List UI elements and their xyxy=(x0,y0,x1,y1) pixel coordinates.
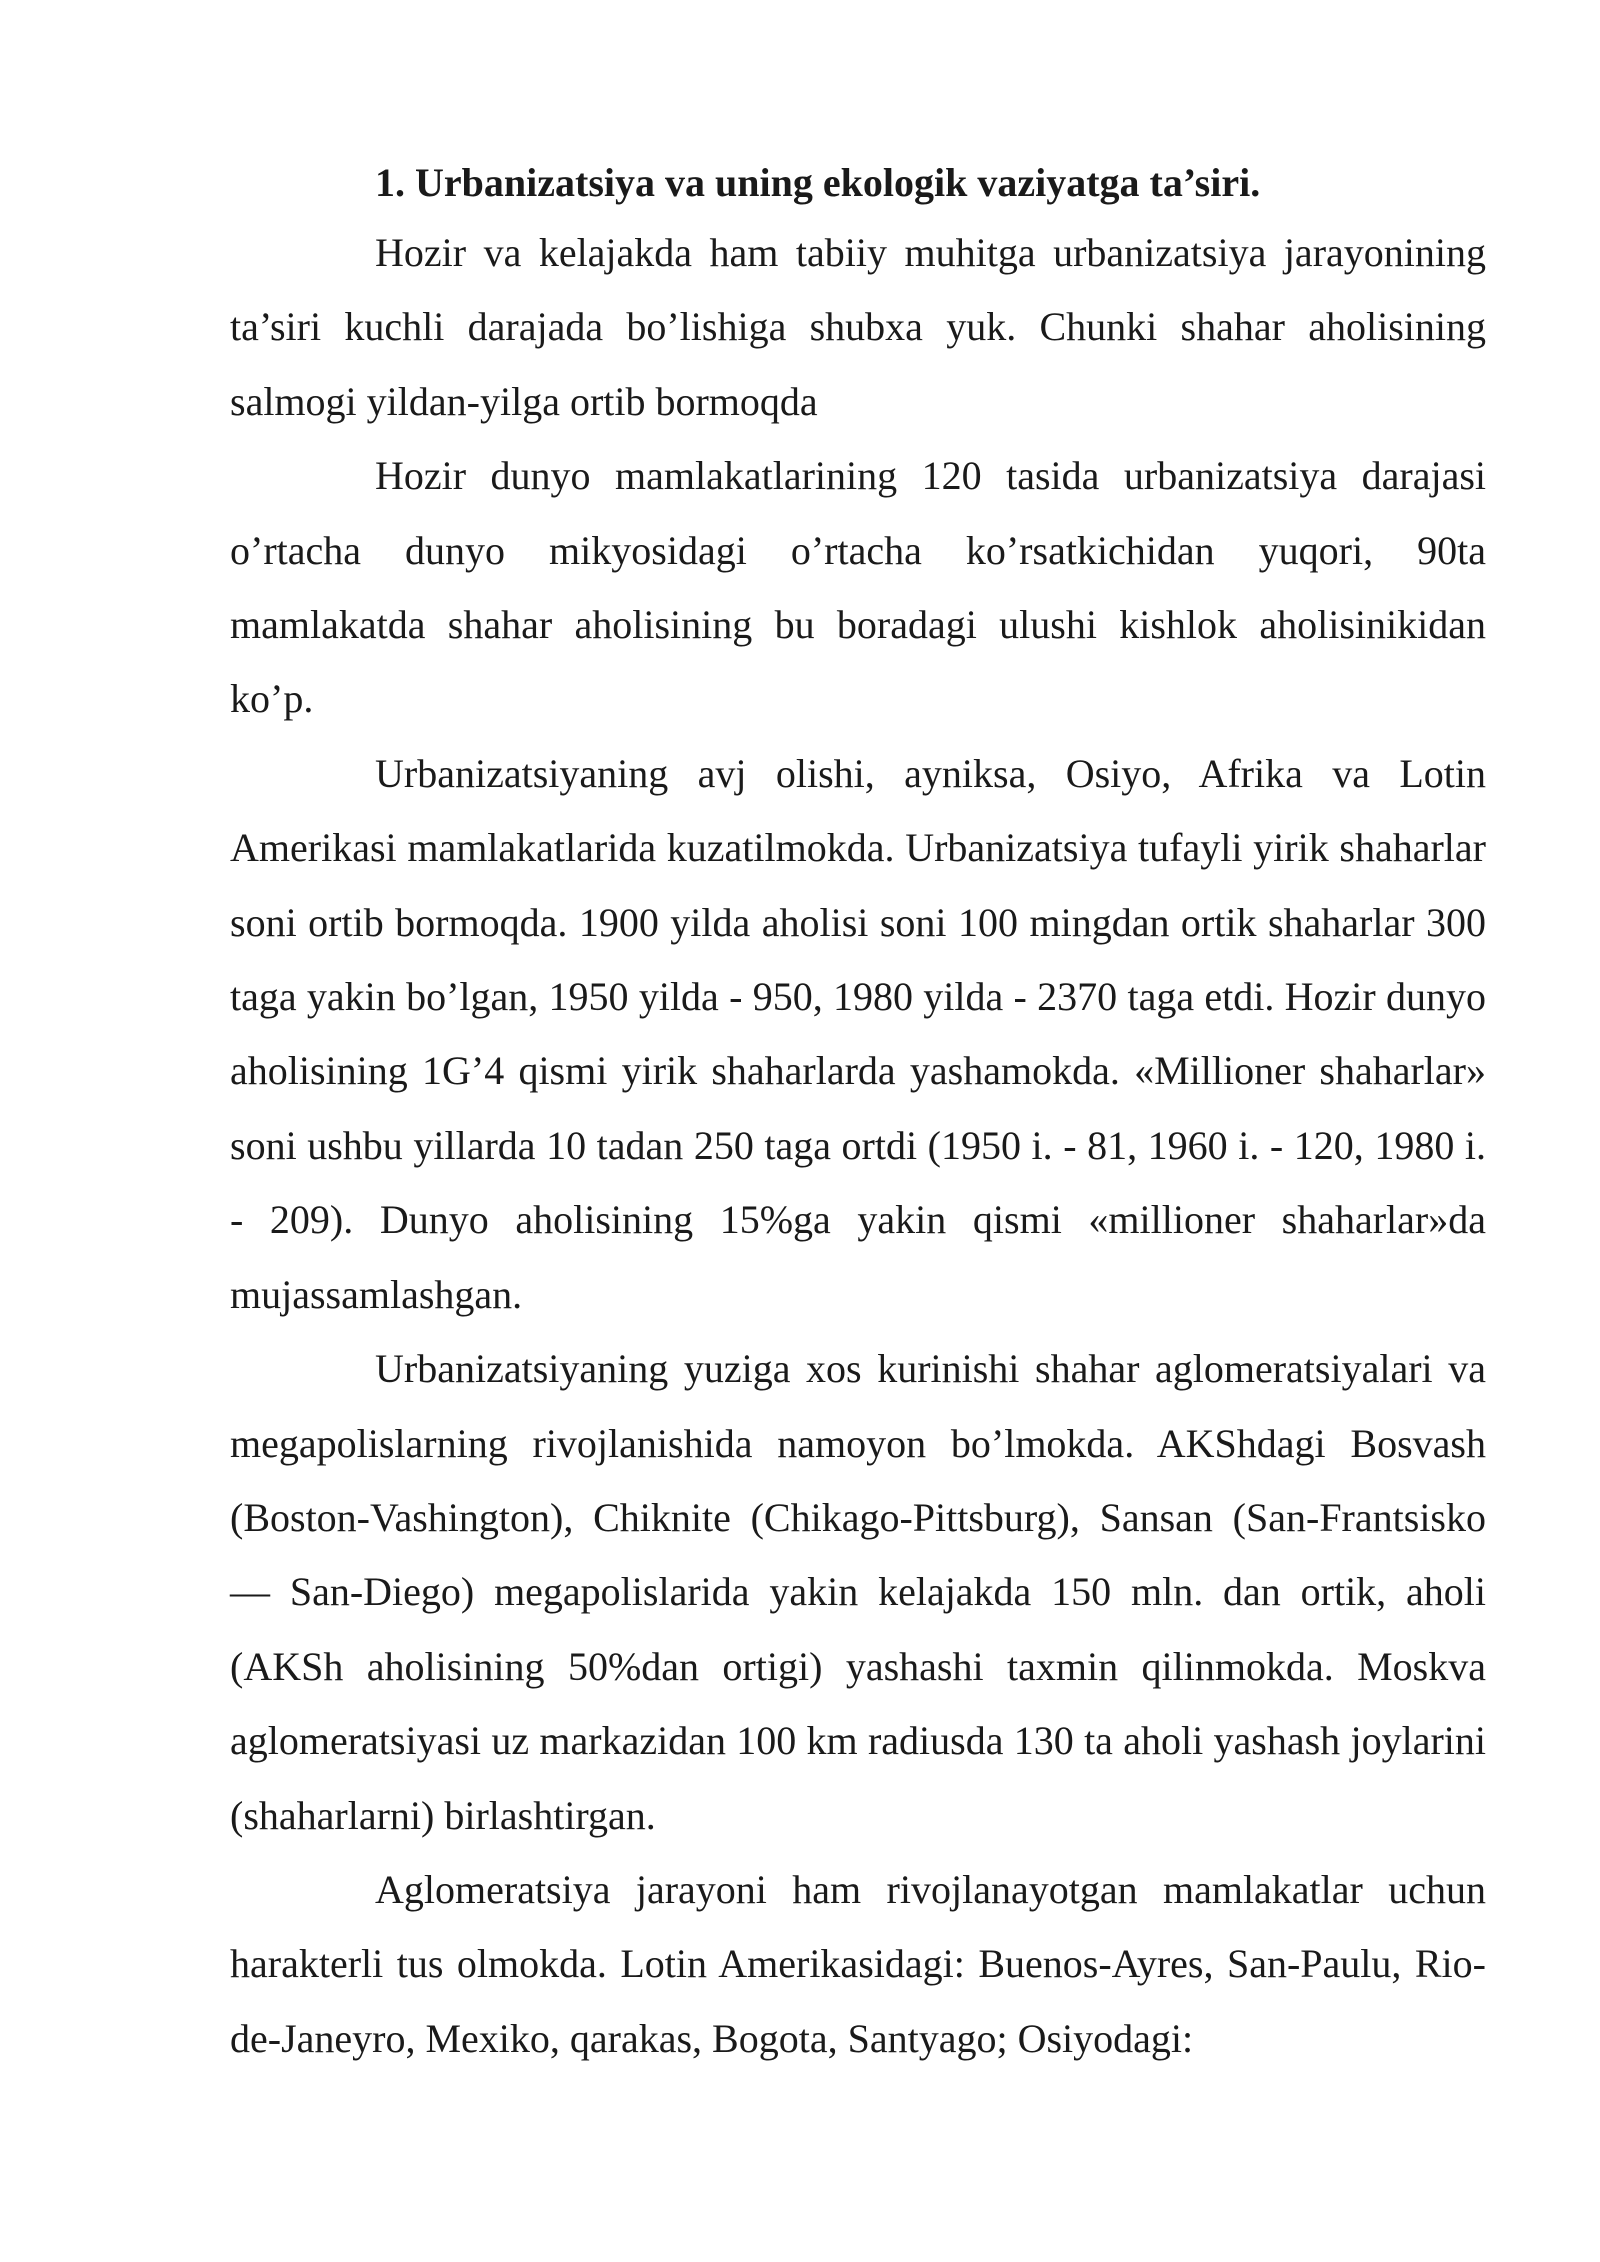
document-body xyxy=(230,150,1486,2076)
paragraph-3: Urbanizatsiyaning avj olishi, ayniksa, Osiyo, Afrika va Lotin Amerikasi mamlakatlarida kuzatilmokda. Urbanizatsiya tufayli yirik shaharlar soni ortib bormoqda. 1900 yilda aholisi soni 100 mingdan ortik shaharlar 300 taga yakin bo’lgan, 1950 yilda - 950, 1980 yilda - 2370 taga etdi. Hozir dunyo aholisining 1G’4 qismi yirik shaharlarda yashamokda. «Millioner shaharlar» soni ushbu yillarda 10 tadan 250 taga ortdi (1950 i. - 81, 1960 i. - 120, 1980 i. - 209). Dunyo aholisining 15%ga yakin qismi «millioner shaharlar»da mujassamlashgan. xyxy=(230,750,1486,1317)
section-heading: 1. Urbanizatsiya va uning ekologik vaziyatga ta’siri. xyxy=(375,160,1261,205)
paragraph-5: Aglomeratsiya jarayoni ham rivojlanayotgan mamlakatlar uchun harakterli tus olmokda. Lotin Amerikasidagi: Buenos-Ayres, San-Paulu, Rio-de-Janeyro, Mexiko, qarakas, Bogota, Santyago; Osiyodagi: xyxy=(230,1866,1486,2061)
paragraph-1: Hozir va kelajakda ham tabiiy muhitga urbanizatsiya jarayonining ta’siri kuchli darajada bo’lishiga shubxa yuk. Chunki shahar aholisining salmogi yildan-yilga ortib bormoqda xyxy=(230,230,1486,424)
paragraph-2: Hozir dunyo mamlakatlarining 120 tasida urbanizatsiya darajasi o’rtacha dunyo mikyosidagi o’rtacha ko’rsatkichidan yuqori, 90ta mamlakatda shahar aholisining bu boradagi ulushi kishlok aholisinikidan ko’p. xyxy=(230,453,1486,722)
paragraph-4: Urbanizatsiyaning yuziga xos kurinishi shahar aglomeratsiyalari va megapolislarning rivojlanishida namoyon bo’lmokda. AKShdagi Bosvash (Boston-Vashington), Chiknite (Chikago-Pittsburg), Sansan (San-Frantsisko — San-Diego) megapolislarida yakin kelajakda 150 mln. dan ortik, aholi (AKSh aholisining 50%dan ortigi) yashashi taxmin qilinmokda. Moskva aglomeratsiyasi uz markazidan 100 km radiusda 130 ta aholi yashash joylarini (shaharlarni) birlashtirgan. xyxy=(230,1346,1486,1838)
